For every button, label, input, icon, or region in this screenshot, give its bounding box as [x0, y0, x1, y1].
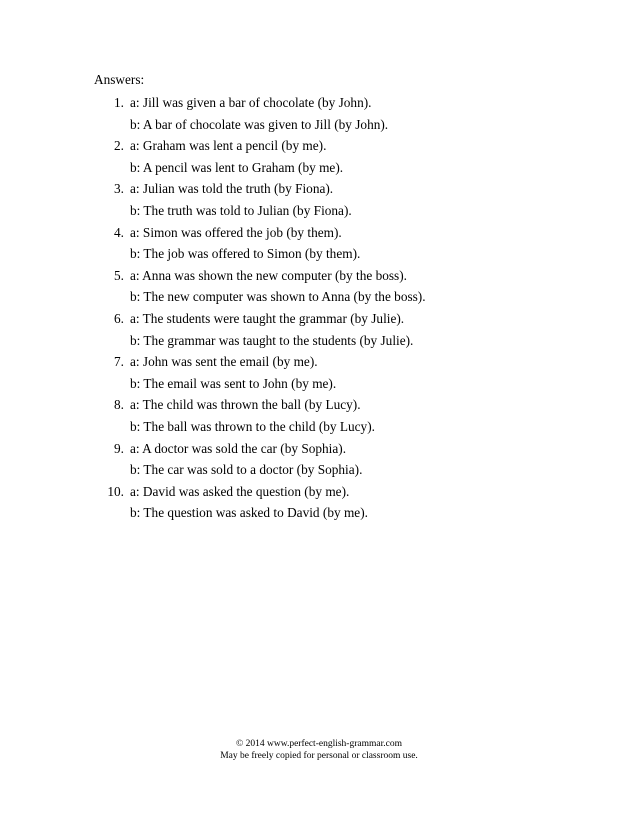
answer-a: a: Anna was shown the new computer (by the boss). [130, 267, 407, 283]
footer-note: May be freely copied for personal or classroom use. [220, 751, 418, 761]
answer-b: b: A pencil was lent to Graham (by me). [130, 159, 344, 175]
answer-number: 6. [114, 310, 124, 326]
answer-number: 10. [107, 483, 124, 499]
answer-item [0, 180, 638, 223]
answer-item [0, 310, 638, 353]
answer-b: b: The job was offered to Simon (by them). [130, 246, 361, 262]
answer-b: b: The car was sold to a doctor (by Sophia). [130, 462, 363, 478]
answer-a: a: David was asked the question (by me). [130, 483, 350, 499]
answer-b: b: A bar of chocolate was given to Jill (by John). [130, 116, 389, 132]
answer-number: 3. [114, 181, 124, 197]
answer-number: 1. [114, 95, 124, 110]
answer-item [0, 224, 638, 267]
answer-b: b: The new computer was shown to Anna (by the boss). [130, 289, 426, 305]
answer-number: 2. [114, 138, 124, 154]
answer-number: 9. [114, 440, 124, 456]
answer-item [0, 483, 638, 526]
answer-b: b: The ball was thrown to the child (by Lucy). [130, 418, 375, 434]
answer-number: 7. [114, 354, 124, 370]
answer-number: 4. [114, 224, 124, 240]
answer-list [0, 94, 638, 526]
answers-heading: Answers: [94, 72, 145, 87]
answer-a: a: Jill was given a bar of chocolate (by John). [130, 95, 372, 110]
answer-b: b: The question was asked to David (by me). [130, 505, 368, 521]
answer-a: a: Simon was offered the job (by them). [130, 224, 342, 240]
answer-a: a: Julian was told the truth (by Fiona). [130, 181, 334, 197]
answer-a: a: The child was thrown the ball (by Lucy). [130, 397, 361, 413]
answer-item [0, 440, 638, 483]
answer-item [0, 94, 638, 137]
footer-copyright: © 2014 www.perfect-english-grammar.com [236, 739, 402, 749]
answer-item [0, 267, 638, 310]
answer-b: b: The grammar was taught to the students (by Julie). [130, 332, 414, 348]
answer-item [0, 137, 638, 180]
answer-a: a: John was sent the email (by me). [130, 354, 318, 370]
answer-a: a: The students were taught the grammar (by Julie). [130, 310, 405, 326]
answer-number: 5. [114, 267, 124, 283]
answer-b: b: The truth was told to Julian (by Fiona). [130, 202, 352, 218]
answer-a: a: A doctor was sold the car (by Sophia). [130, 440, 347, 456]
answer-item [0, 396, 638, 439]
answer-number: 8. [114, 397, 124, 413]
answer-b: b: The email was sent to John (by me). [130, 375, 337, 391]
answer-item [0, 353, 638, 396]
answer-a: a: Graham was lent a pencil (by me). [130, 138, 327, 154]
